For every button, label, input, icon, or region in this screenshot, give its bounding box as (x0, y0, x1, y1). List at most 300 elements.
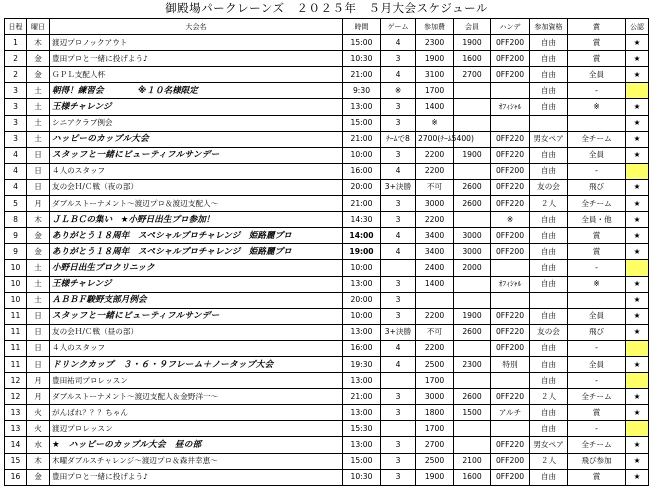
header-weekday: 曜日 (27, 19, 50, 35)
cell-games: 3 (381, 196, 416, 212)
cell-member-fee (454, 163, 491, 179)
cell-event-name: 木曜ダブルスチャレンジ～渡辺プロ＆森井幸恵～ (50, 453, 343, 469)
cell-games: 4 (381, 356, 416, 372)
cell-member-fee: 2700 (454, 67, 491, 83)
cell-time: 16:00 (343, 340, 381, 356)
cell-time: 20:00 (343, 292, 381, 308)
cell-handicap (491, 292, 530, 308)
header-prize: 賞 (568, 19, 626, 35)
cell-time: 20:00 (343, 179, 381, 195)
cell-games: ﾁｰﾑで8 (381, 131, 416, 147)
cell-eligibility: 男女ペア (530, 437, 568, 453)
cell-weekday: 土 (27, 99, 50, 115)
cell-weekday: 月 (27, 196, 50, 212)
cell-official: ★ (626, 244, 649, 260)
cell-fee: 2200 (416, 340, 454, 356)
cell-member-fee: 2600 (454, 196, 491, 212)
cell-event-name: 渡辺プロレッスン (50, 421, 343, 437)
cell-fee: 3100 (416, 67, 454, 83)
cell-eligibility: 自由 (530, 469, 568, 485)
cell-eligibility: 自由 (530, 35, 568, 51)
cell-fee: 1400 (416, 276, 454, 292)
cell-day: 11 (5, 308, 27, 324)
cell-weekday: 日 (27, 324, 50, 340)
cell-time: 13:00 (343, 324, 381, 340)
cell-event-name: 友の会Ｈ/Ｃ戦（夜の部） (50, 179, 343, 195)
cell-games: 3 (381, 469, 416, 485)
cell-official: ★ (626, 131, 649, 147)
cell-handicap: 0FF220 (491, 324, 530, 340)
cell-eligibility: 自由 (530, 67, 568, 83)
cell-handicap: アルチ (491, 405, 530, 421)
cell-eligibility: 友の会 (530, 324, 568, 340)
cell-fee (416, 292, 454, 308)
cell-prize: 賞 (568, 35, 626, 51)
cell-time: 14:00 (343, 228, 381, 244)
cell-event-name: がんばれ？？？ちゃん (50, 405, 343, 421)
cell-time: 21:00 (343, 67, 381, 83)
cell-eligibility: ２人 (530, 453, 568, 469)
cell-weekday: 日 (27, 340, 50, 356)
table-row (5, 260, 649, 276)
table-row (5, 163, 649, 179)
cell-handicap: 0FF220 (491, 147, 530, 163)
cell-weekday: 金 (27, 51, 50, 67)
cell-handicap: 0FF220 (491, 308, 530, 324)
cell-prize: ※ (568, 276, 626, 292)
table-row (5, 308, 649, 324)
cell-day: 3 (5, 131, 27, 147)
cell-eligibility: 友の会 (530, 179, 568, 195)
cell-handicap (491, 421, 530, 437)
header-handicap: ハンデ (491, 19, 530, 35)
cell-event-name: 豊田プロと一緒に投げよう♪ (50, 51, 343, 67)
cell-fee: 2700 (416, 437, 454, 453)
cell-games (381, 260, 416, 276)
cell-time: 15:00 (343, 35, 381, 51)
cell-weekday: 火 (27, 421, 50, 437)
table-row (5, 147, 649, 163)
cell-day: 16 (5, 469, 27, 485)
cell-member-fee (454, 292, 491, 308)
table-row (5, 83, 649, 99)
cell-prize: 全員 (568, 67, 626, 83)
cell-weekday: 日 (27, 308, 50, 324)
cell-day: 10 (5, 260, 27, 276)
cell-member-fee: 1600 (454, 51, 491, 67)
cell-official (626, 83, 649, 99)
cell-fee: 不可 (416, 179, 454, 195)
cell-official: ★ (626, 35, 649, 51)
cell-games: 3 (381, 437, 416, 453)
cell-day: 10 (5, 276, 27, 292)
table-row (5, 405, 649, 421)
cell-fee: ※ (416, 115, 454, 131)
cell-fee: 2700(ﾁｰﾑ5400) (416, 131, 454, 147)
table-row (5, 356, 649, 372)
cell-official: ★ (626, 99, 649, 115)
cell-prize: 賞 (568, 405, 626, 421)
table-row (5, 244, 649, 260)
cell-member-fee (454, 99, 491, 115)
cell-event-name: ★ ハッピーのカップル大会 昼の部 (50, 437, 343, 453)
cell-games: 3 (381, 212, 416, 228)
cell-games: 3 (381, 308, 416, 324)
cell-official: ★ (626, 405, 649, 421)
cell-day: 4 (5, 147, 27, 163)
cell-member-fee: 1900 (454, 147, 491, 163)
cell-event-name: ドリンクカップ ３・６・９フレーム＋ノータップ大会 (50, 356, 343, 372)
cell-eligibility: 自由 (530, 163, 568, 179)
cell-weekday: 土 (27, 83, 50, 99)
table-row (5, 131, 649, 147)
table-row (5, 67, 649, 83)
cell-time: 21:00 (343, 196, 381, 212)
cell-prize: - (568, 421, 626, 437)
cell-handicap (491, 115, 530, 131)
cell-weekday: 木 (27, 35, 50, 51)
header-time: 時間 (343, 19, 381, 35)
cell-day: 14 (5, 437, 27, 453)
cell-event-name: ダブルストーナメント～渡辺支配人＆金野洋一～ (50, 389, 343, 405)
cell-time: 10:00 (343, 147, 381, 163)
cell-fee: 1900 (416, 51, 454, 67)
cell-handicap (491, 373, 530, 389)
cell-games: 3+決勝 (381, 324, 416, 340)
cell-time: 15:00 (343, 453, 381, 469)
cell-weekday: 土 (27, 115, 50, 131)
cell-weekday: 土 (27, 292, 50, 308)
cell-official: ★ (626, 389, 649, 405)
cell-fee: 不可 (416, 324, 454, 340)
cell-eligibility (530, 292, 568, 308)
cell-games: 4 (381, 67, 416, 83)
cell-handicap: 0FF220 (491, 131, 530, 147)
cell-prize: 全チーム (568, 389, 626, 405)
cell-member-fee (454, 212, 491, 228)
cell-handicap: 0FF200 (491, 453, 530, 469)
cell-fee: 1700 (416, 83, 454, 99)
cell-prize: - (568, 373, 626, 389)
cell-day: 2 (5, 67, 27, 83)
cell-eligibility: 自由 (530, 421, 568, 437)
cell-fee: 2400 (416, 260, 454, 276)
cell-prize: 賞 (568, 244, 626, 260)
cell-weekday: 日 (27, 179, 50, 195)
cell-eligibility: 自由 (530, 244, 568, 260)
cell-member-fee: 2000 (454, 260, 491, 276)
cell-prize: - (568, 260, 626, 276)
cell-fee: 3400 (416, 228, 454, 244)
cell-weekday: 土 (27, 260, 50, 276)
cell-prize: - (568, 83, 626, 99)
cell-event-name: 友の会Ｈ/Ｃ戦（昼の部） (50, 324, 343, 340)
header-eligibility: 参加資格 (530, 19, 568, 35)
cell-time: 10:30 (343, 469, 381, 485)
cell-eligibility: 自由 (530, 340, 568, 356)
cell-games: 3 (381, 405, 416, 421)
cell-event-name: 王様チャレンジ (50, 276, 343, 292)
cell-event-name: 小野日出生プロクリニック (50, 260, 343, 276)
cell-fee: 2300 (416, 35, 454, 51)
cell-weekday: 木 (27, 212, 50, 228)
cell-time: 16:00 (343, 163, 381, 179)
cell-games: 4 (381, 35, 416, 51)
table-row (5, 340, 649, 356)
cell-prize: 賞 (568, 469, 626, 485)
cell-official: ★ (626, 147, 649, 163)
cell-games: 4 (381, 228, 416, 244)
cell-day: 12 (5, 373, 27, 389)
cell-prize: 飛び (568, 324, 626, 340)
header-official: 公認 (626, 19, 649, 35)
cell-time: 14:30 (343, 212, 381, 228)
cell-official: ★ (626, 67, 649, 83)
cell-official: ★ (626, 292, 649, 308)
cell-time: 13:00 (343, 405, 381, 421)
cell-games: 4 (381, 244, 416, 260)
cell-games: 4 (381, 163, 416, 179)
cell-eligibility: 自由 (530, 99, 568, 115)
table-row (5, 437, 649, 453)
header-games: ゲーム (381, 19, 416, 35)
cell-prize: 全員 (568, 147, 626, 163)
cell-day: 8 (5, 212, 27, 228)
cell-time: 13:00 (343, 276, 381, 292)
cell-handicap: 0FF220 (491, 196, 530, 212)
cell-handicap: 0FF220 (491, 437, 530, 453)
cell-time: 10:30 (343, 51, 381, 67)
cell-weekday: 水 (27, 437, 50, 453)
cell-day: 15 (5, 453, 27, 469)
cell-games (381, 373, 416, 389)
table-row (5, 324, 649, 340)
cell-weekday: 日 (27, 356, 50, 372)
cell-event-name: ありがとう１８周年 スペシャルプロチャレンジ 姫路麗プロ (50, 244, 343, 260)
cell-event-name: ハッピーのカップル大会 (50, 131, 343, 147)
cell-handicap: 0FF200 (491, 244, 530, 260)
cell-event-name: 渡辺プロノックアウト (50, 35, 343, 51)
cell-fee: 1700 (416, 421, 454, 437)
cell-prize: 飛び (568, 179, 626, 195)
cell-eligibility: 自由 (530, 356, 568, 372)
cell-handicap: 0FF200 (491, 35, 530, 51)
cell-day: 11 (5, 356, 27, 372)
cell-day: 9 (5, 228, 27, 244)
cell-member-fee: 2100 (454, 453, 491, 469)
cell-games: 3+決勝 (381, 179, 416, 195)
cell-day: 1 (5, 35, 27, 51)
cell-member-fee (454, 340, 491, 356)
cell-weekday: 金 (27, 67, 50, 83)
cell-member-fee (454, 437, 491, 453)
cell-event-name: スタッフと一緒にビューティフルサンデー (50, 147, 343, 163)
cell-handicap: 0FF200 (491, 469, 530, 485)
table-row (5, 179, 649, 195)
cell-event-name: シニアクラブ例会 (50, 115, 343, 131)
table-row (5, 196, 649, 212)
cell-prize: 全チーム (568, 196, 626, 212)
cell-prize: - (568, 163, 626, 179)
cell-handicap: 0FF200 (491, 67, 530, 83)
cell-time: 15:00 (343, 115, 381, 131)
cell-fee: 3400 (416, 244, 454, 260)
cell-time: 21:00 (343, 389, 381, 405)
cell-official: ★ (626, 469, 649, 485)
cell-time: 10:00 (343, 308, 381, 324)
cell-time: 9:30 (343, 83, 381, 99)
cell-prize (568, 115, 626, 131)
cell-time: 21:00 (343, 131, 381, 147)
cell-time: 15:30 (343, 421, 381, 437)
cell-day: 10 (5, 292, 27, 308)
schedule-table (4, 18, 649, 486)
page-title: 御殿場パークレーンズ ２０２５年 ５月大会スケジュール (165, 1, 488, 15)
cell-handicap: ｵﾌｨｼｬﾙ (491, 276, 530, 292)
cell-event-name: 朝得！練習会 ※１０名様限定 (50, 83, 343, 99)
cell-event-name: ＧＰＬ支配人杯 (50, 67, 343, 83)
cell-day: 2 (5, 51, 27, 67)
cell-eligibility: 男女ペア (530, 131, 568, 147)
table-row (5, 35, 649, 51)
cell-eligibility (530, 115, 568, 131)
cell-prize (568, 292, 626, 308)
cell-prize: 全員 (568, 356, 626, 372)
cell-day: 11 (5, 324, 27, 340)
cell-day: 12 (5, 389, 27, 405)
cell-event-name: ４人のスタッフ (50, 340, 343, 356)
cell-member-fee: 1600 (454, 469, 491, 485)
header-event-name: 大会名 (50, 19, 343, 35)
cell-prize: 飛び参加 (568, 453, 626, 469)
table-row (5, 212, 649, 228)
cell-member-fee: 1900 (454, 35, 491, 51)
cell-event-name: スタッフと一緒にビューティフルサンデー (50, 308, 343, 324)
cell-fee: 3000 (416, 389, 454, 405)
cell-event-name: 豊田プロと一緒に投げよう♪ (50, 469, 343, 485)
cell-weekday: 金 (27, 469, 50, 485)
cell-member-fee (454, 421, 491, 437)
cell-eligibility: 自由 (530, 308, 568, 324)
cell-member-fee: 1900 (454, 308, 491, 324)
cell-fee: 2500 (416, 356, 454, 372)
cell-handicap (491, 260, 530, 276)
cell-member-fee: 2600 (454, 324, 491, 340)
cell-official: ★ (626, 453, 649, 469)
cell-official: ★ (626, 356, 649, 372)
cell-time: 13:00 (343, 437, 381, 453)
cell-fee: 1400 (416, 99, 454, 115)
cell-official (626, 163, 649, 179)
cell-prize: 全員・他 (568, 212, 626, 228)
cell-weekday: 金 (27, 228, 50, 244)
table-row (5, 469, 649, 485)
cell-games (381, 421, 416, 437)
cell-official: ★ (626, 51, 649, 67)
cell-weekday: 木 (27, 453, 50, 469)
cell-games: ※ (381, 83, 416, 99)
cell-eligibility: 自由 (530, 276, 568, 292)
cell-games: 3 (381, 147, 416, 163)
cell-games: 3 (381, 51, 416, 67)
cell-fee: 2500 (416, 453, 454, 469)
cell-official: ★ (626, 179, 649, 195)
cell-member-fee (454, 373, 491, 389)
cell-eligibility: ２人 (530, 389, 568, 405)
cell-member-fee: 2600 (454, 389, 491, 405)
table-row (5, 99, 649, 115)
cell-fee: 1900 (416, 469, 454, 485)
cell-fee: 2200 (416, 308, 454, 324)
cell-member-fee: 2300 (454, 356, 491, 372)
cell-event-name: ありがとう１８周年 スペシャルプロチャレンジ 姫路麗プロ (50, 228, 343, 244)
cell-official (626, 340, 649, 356)
header-day: 日程 (5, 19, 27, 35)
cell-games: 3 (381, 115, 416, 131)
cell-eligibility: 自由 (530, 405, 568, 421)
header-member-fee: 会員 (454, 19, 491, 35)
table-row (5, 389, 649, 405)
cell-weekday: 金 (27, 244, 50, 260)
cell-member-fee: 3000 (454, 244, 491, 260)
cell-member-fee (454, 115, 491, 131)
cell-handicap: ｵﾌｨｼｬﾙ (491, 99, 530, 115)
cell-eligibility: 自由 (530, 147, 568, 163)
cell-member-fee: 2600 (454, 179, 491, 195)
cell-event-name: ＡＢＢＦ駿野支部月例会 (50, 292, 343, 308)
cell-handicap (491, 83, 530, 99)
cell-time: 13:00 (343, 373, 381, 389)
cell-weekday: 月 (27, 389, 50, 405)
cell-prize: - (568, 340, 626, 356)
cell-official: ★ (626, 228, 649, 244)
cell-time: 13:00 (343, 99, 381, 115)
cell-handicap: 0FF220 (491, 389, 530, 405)
cell-time: 10:00 (343, 260, 381, 276)
cell-time: 19:30 (343, 356, 381, 372)
cell-official: ★ (626, 276, 649, 292)
table-row (5, 292, 649, 308)
cell-fee: 2200 (416, 147, 454, 163)
cell-official: ★ (626, 308, 649, 324)
cell-weekday: 土 (27, 131, 50, 147)
cell-member-fee (454, 276, 491, 292)
cell-eligibility: ２人 (530, 196, 568, 212)
cell-prize: 賞 (568, 228, 626, 244)
cell-official: ★ (626, 212, 649, 228)
cell-day: 4 (5, 179, 27, 195)
cell-fee: 2200 (416, 212, 454, 228)
header-row (5, 19, 649, 35)
cell-handicap: ※ (491, 212, 530, 228)
cell-official (626, 260, 649, 276)
cell-games: 3 (381, 292, 416, 308)
cell-prize: 全チーム (568, 131, 626, 147)
cell-fee: 3000 (416, 196, 454, 212)
cell-official: ★ (626, 115, 649, 131)
cell-weekday: 日 (27, 147, 50, 163)
cell-handicap: 0FF200 (491, 51, 530, 67)
cell-eligibility: 自由 (530, 373, 568, 389)
cell-games: 3 (381, 389, 416, 405)
cell-member-fee: 3000 (454, 228, 491, 244)
cell-eligibility: 自由 (530, 51, 568, 67)
cell-prize: 全チーム (568, 437, 626, 453)
cell-handicap: 特別 (491, 356, 530, 372)
cell-prize: ※ (568, 99, 626, 115)
cell-weekday: 土 (27, 276, 50, 292)
cell-official: ★ (626, 196, 649, 212)
